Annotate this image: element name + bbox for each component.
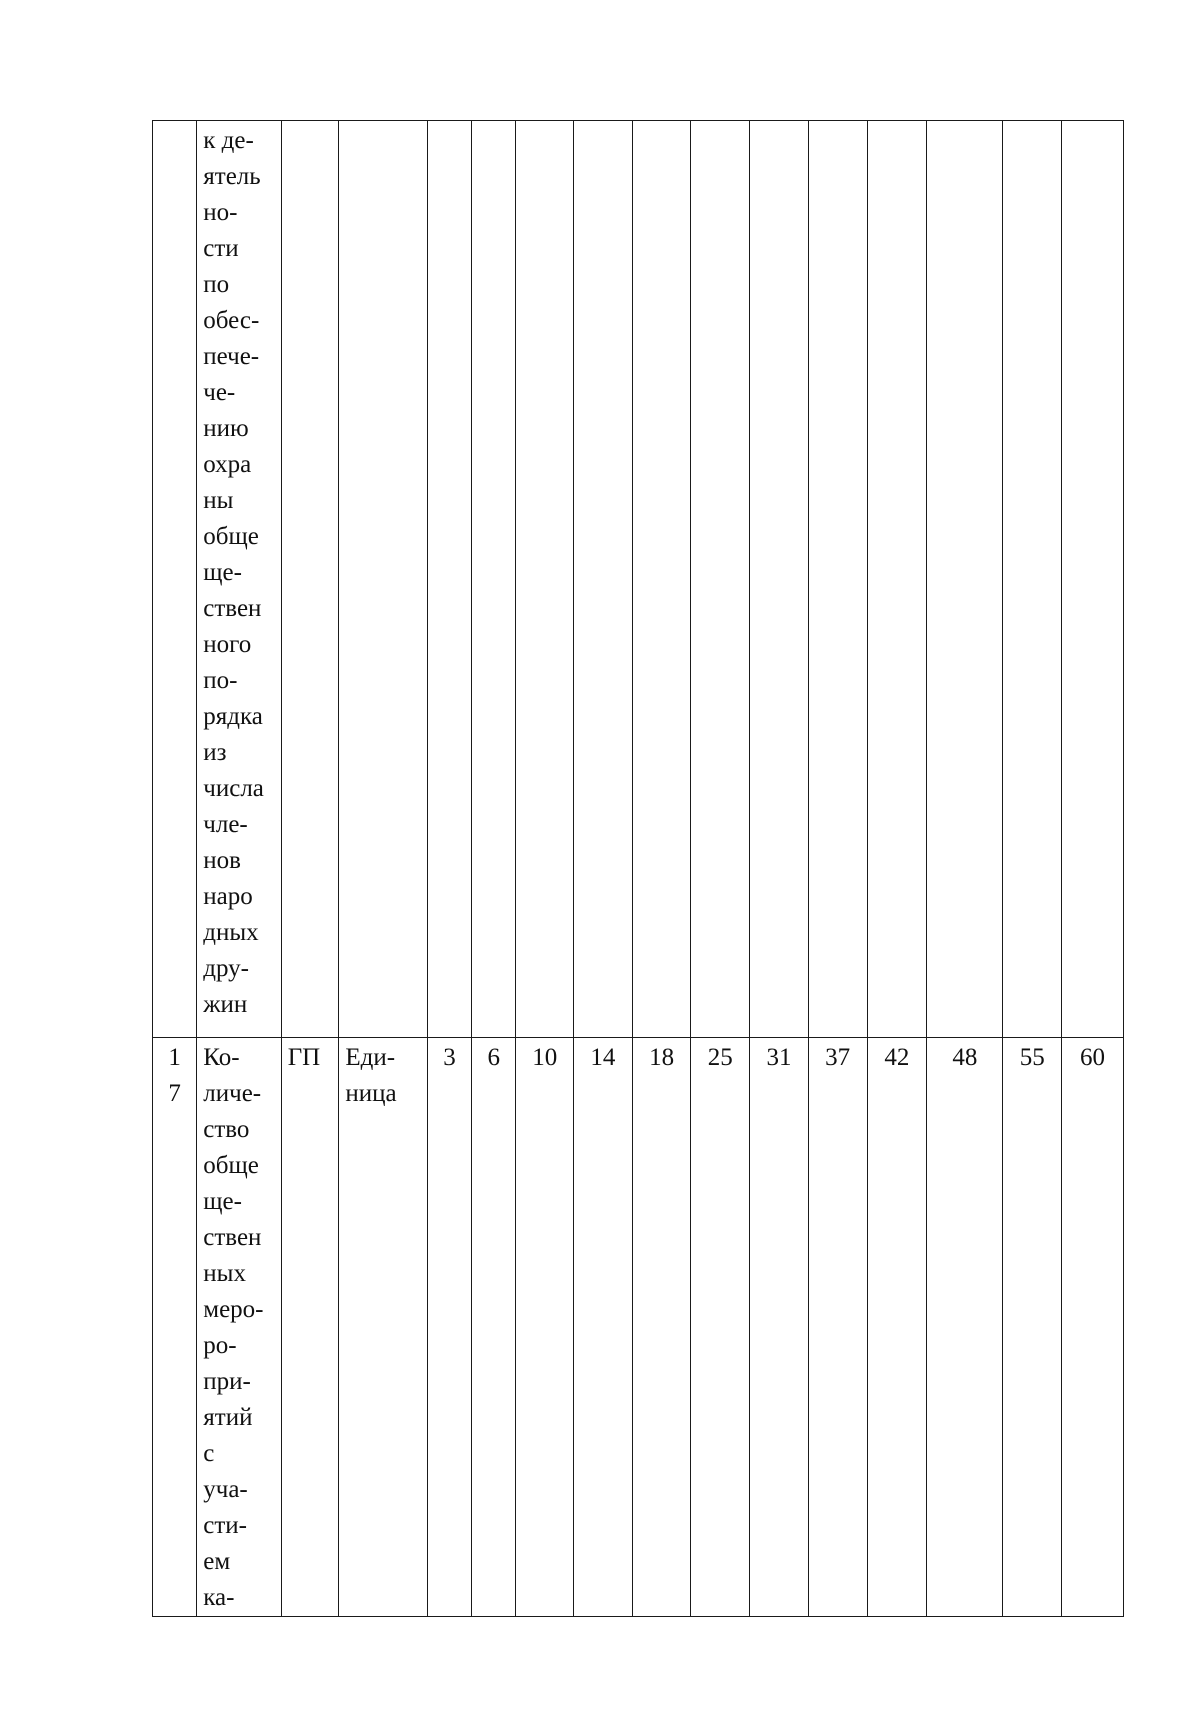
indicator-name-cell: Ко- личе- ство обще ще- ствен ных меро- ро- при- ятий с уча- сти- ем ка- [197, 1038, 281, 1617]
value-cell [1062, 121, 1124, 1038]
value-cell [472, 121, 516, 1038]
value-cell [516, 121, 574, 1038]
indicator-type-cell: ГП [281, 1038, 339, 1617]
value-cell [808, 121, 867, 1038]
value-cell: 6 [472, 1038, 516, 1617]
value-cell: 31 [750, 1038, 809, 1617]
table-row [153, 1038, 1124, 1617]
value-cell: 48 [927, 1038, 1003, 1617]
indicator-table [152, 120, 1124, 1617]
indicator-name-cell: к де- ятель но- сти по обес- пече- че- нию охра ны обще ще- ствен ного по- рядка из числа чле- нов наро дных дру- жин [197, 121, 281, 1038]
row-number-cell [153, 121, 197, 1038]
value-cell [574, 121, 633, 1038]
value-cell: 42 [867, 1038, 927, 1617]
row-number-cell: 1 7 [153, 1038, 197, 1617]
value-cell: 55 [1003, 1038, 1062, 1617]
value-cell: 25 [691, 1038, 750, 1617]
value-cell [691, 121, 750, 1038]
value-cell: 37 [808, 1038, 867, 1617]
value-cell [632, 121, 691, 1038]
value-cell: 3 [427, 1038, 471, 1617]
value-cell: 18 [632, 1038, 691, 1617]
value-cell: 10 [516, 1038, 574, 1617]
value-cell [427, 121, 471, 1038]
unit-cell [339, 121, 428, 1038]
unit-cell: Еди- ница [339, 1038, 428, 1617]
value-cell [867, 121, 927, 1038]
value-cell: 60 [1062, 1038, 1124, 1617]
value-cell [1003, 121, 1062, 1038]
table-row [153, 121, 1124, 1038]
value-cell: 14 [574, 1038, 633, 1617]
value-cell [927, 121, 1003, 1038]
indicator-type-cell [281, 121, 339, 1038]
value-cell [750, 121, 809, 1038]
